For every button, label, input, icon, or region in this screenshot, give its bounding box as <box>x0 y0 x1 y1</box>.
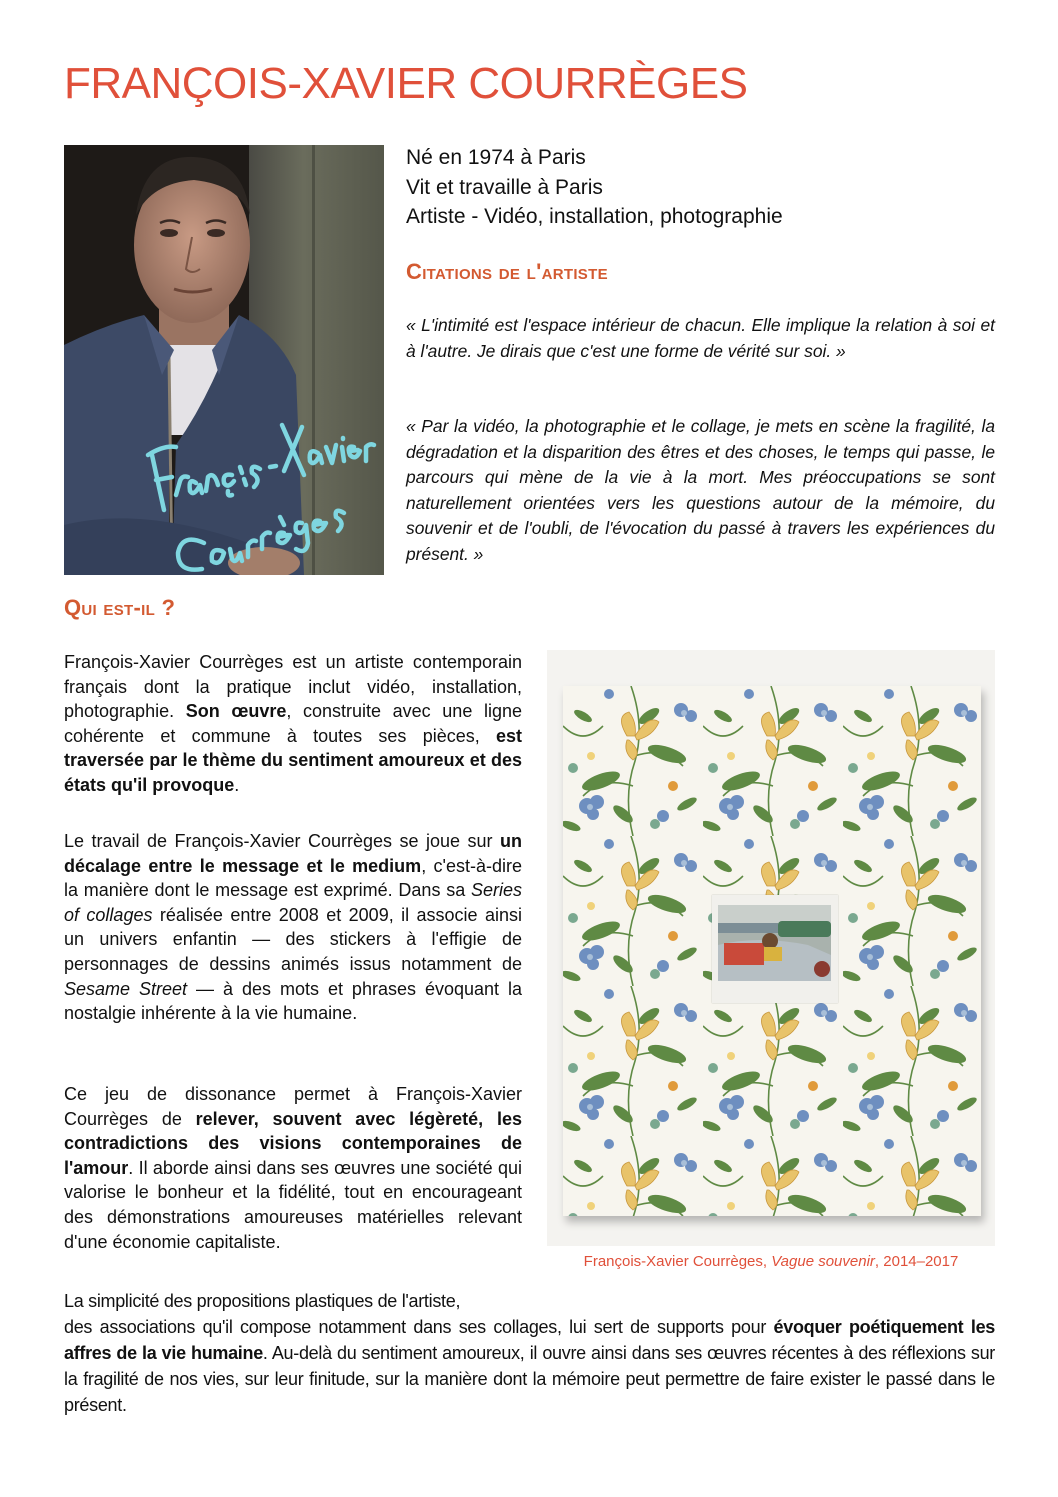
text-run: . Il aborde ainsi dans ses œuvres une société qui valorise le bonheur et la fidélité, tout en encourageant des démonstrations amoureuses matérielles relevant d'une économie capitaliste. <box>64 1157 522 1252</box>
emphasis: relever, souvent avec légèreté, les contradictions des visions contemporaines de l'amour <box>64 1108 522 1178</box>
text-run: La simplicité des propositions plastiques de l'artiste, <box>64 1291 461 1311</box>
artist-portrait <box>64 145 384 575</box>
artist-facts <box>406 143 1006 232</box>
text-run: Ce jeu de dissonance permet à François-Xavier Courrèges de <box>64 1084 522 1129</box>
bio-paragraph <box>64 829 522 1026</box>
text-run: — à des mots et phrases évoquant la nostalgie inhérente à la vie humaine. <box>64 978 522 1024</box>
page-title: FRANÇOIS-XAVIER COURRÈGES <box>64 59 748 108</box>
text-run: , c'est-à-dire la manière dont le message est exprimé. Dans sa <box>64 855 522 901</box>
citations-heading: Citations de l'artiste <box>406 259 608 284</box>
polaroid-image <box>718 905 831 981</box>
text-run: François-Xavier Courrèges est un artiste contemporain français dont la pratique inclut vidéo, installation, photographie. <box>64 652 522 722</box>
caption-artist: François-Xavier Courrèges, <box>583 1253 772 1270</box>
bio-paragraph <box>64 1082 522 1254</box>
polaroid-photo <box>712 895 838 1003</box>
emphasis: un décalage entre le message et le medium <box>64 831 522 876</box>
artist-quote: « L'intimité est l'espace intérieur de chacun. Elle implique la relation à soi et à l'autre. Je dirais que c'est une forme de vérité sur soi. » <box>406 315 995 361</box>
artist-quote: « Par la vidéo, la photographie et le collage, je mets en scène la fragilité, la dégradation et la disparition des êtres et des choses, le temps qui passe, le parcours qui mène de la vie à la mort. Mes préoccupations se sont naturellement orientées vers les questions autour de la mémoire, du souvenir et de l'oubli, de l'évocation du passé à travers les expériences du présent. » <box>406 416 995 564</box>
emphasis: évoquer poétiquement les affres de la vie humaine <box>64 1317 995 1363</box>
portrait-image <box>64 145 384 575</box>
birth-info: Né en 1974 à Paris <box>406 146 586 169</box>
emphasis: est traversée par le thème du sentiment amoureux et des états qu'il provoque <box>64 725 522 795</box>
work-title: Series of collages <box>64 880 522 925</box>
caption-title: Vague souvenir <box>771 1253 875 1270</box>
residence-info: Vit et travaille à Paris <box>406 175 603 199</box>
emphasis: Son œuvre <box>185 701 287 722</box>
bio-paragraph <box>64 650 522 798</box>
bio-paragraph <box>64 1288 995 1418</box>
artwork-caption <box>547 1252 995 1272</box>
work-title: Sesame Street <box>64 978 188 999</box>
caption-date: , 2014–2017 <box>874 1253 959 1270</box>
bio-heading: Qui est-il ? <box>64 595 176 620</box>
text-run: . Au-delà du sentiment amoureux, il ouvre ainsi dans ses œuvres récentes à des réflexions sur la fragilité de nos vies, sur leur finitude, sur la manière dont la mémoire peut permettre de faire exister le passé dans le présent. <box>64 1343 995 1415</box>
text-run: , construite avec une ligne cohérente et commune à toutes ses pièces, <box>64 701 522 746</box>
practice-info: Artiste - Vidéo, installation, photographie <box>406 205 783 228</box>
text-run: . <box>234 774 240 795</box>
text-run: Le travail de François-Xavier Courrèges se joue sur <box>64 831 500 851</box>
text-run: réalisée entre 2008 et 2009, il associe ainsi un univers enfantin — des stickers à l'effigie de personnages de dessins animés issus notamment de <box>64 904 522 974</box>
text-run: des associations qu'il compose notamment dans ses collages, lui sert de supports pour <box>64 1317 774 1337</box>
